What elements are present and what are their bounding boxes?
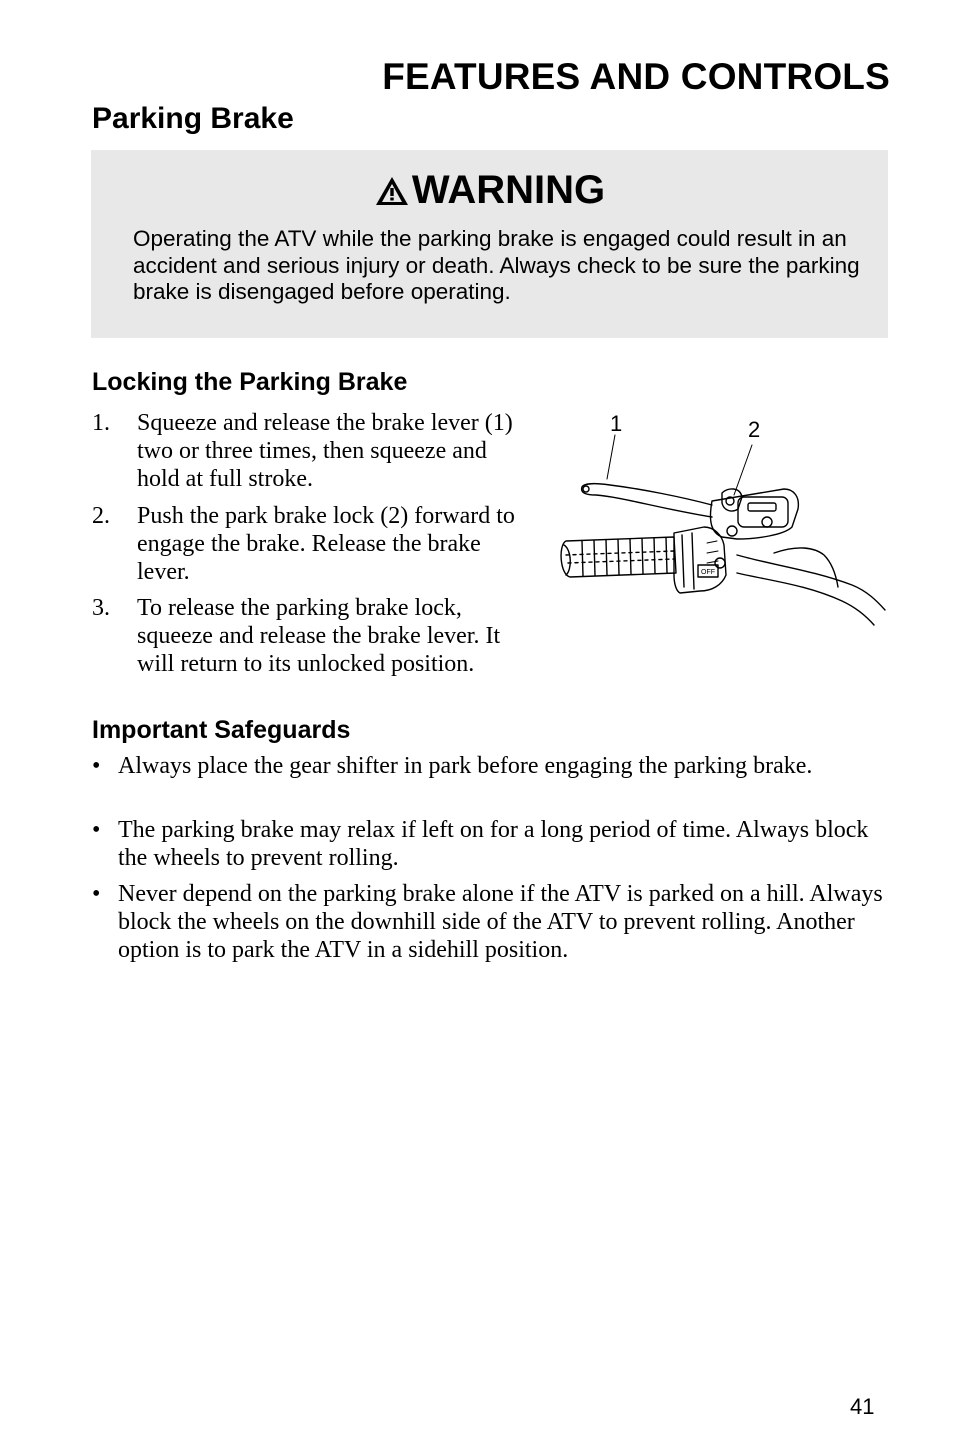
bullet-icon: •	[92, 881, 101, 907]
step-text: To release the parking brake lock, squeeze and release the brake lever. It will return to its unlocked position.	[137, 595, 501, 677]
warning-box	[91, 150, 888, 338]
locking-heading: Locking the Parking Brake	[92, 368, 408, 396]
warning-triangle-icon	[374, 172, 410, 217]
bullet-icon: •	[92, 817, 101, 843]
page-number: 41	[850, 1394, 875, 1419]
step-text: Squeeze and release the brake lever (1) two or three times, then squeeze and hold at full stroke.	[137, 410, 513, 492]
list-item	[92, 502, 532, 586]
list-item	[92, 594, 532, 678]
warning-label: WARNING	[411, 168, 606, 212]
switch-off-label: OFF	[701, 569, 715, 576]
section-title: FEATURES AND CONTROLS	[382, 56, 890, 97]
step-text: Push the park brake lock (2) forward to engage the brake. Release the brake lever.	[137, 503, 515, 585]
warning-heading	[91, 168, 888, 217]
list-item	[92, 880, 892, 964]
callout-2: 2	[748, 417, 761, 442]
list-item	[92, 816, 892, 872]
subsection-title: Parking Brake	[92, 102, 294, 135]
step-number: 1.	[92, 410, 110, 436]
bullet-text: The parking brake may relax if left on for a long period of time. Always block the wheels to prevent rolling.	[118, 817, 869, 871]
step-number: 3.	[92, 595, 110, 621]
list-item	[92, 409, 532, 493]
step-number: 2.	[92, 503, 110, 529]
handlebar-brake-illustration	[552, 405, 888, 630]
callout-1: 1	[610, 411, 623, 436]
bullet-text: Never depend on the parking brake alone if the ATV is parked on a hill. Always block the wheels on the downhill side of the ATV to prevent rolling. Another option is to park the ATV in a sidehill position.	[118, 881, 883, 963]
list-item	[92, 752, 892, 780]
bullet-icon: •	[92, 753, 101, 779]
warning-text: Operating the ATV while the parking brake is engaged could result in an accident and serious injury or death. Always check to be sure the parking brake is disengaged before operating.	[133, 226, 860, 304]
bullet-text: Always place the gear shifter in park before engaging the parking brake.	[118, 753, 813, 779]
safeguards-heading: Important Safeguards	[92, 716, 351, 744]
